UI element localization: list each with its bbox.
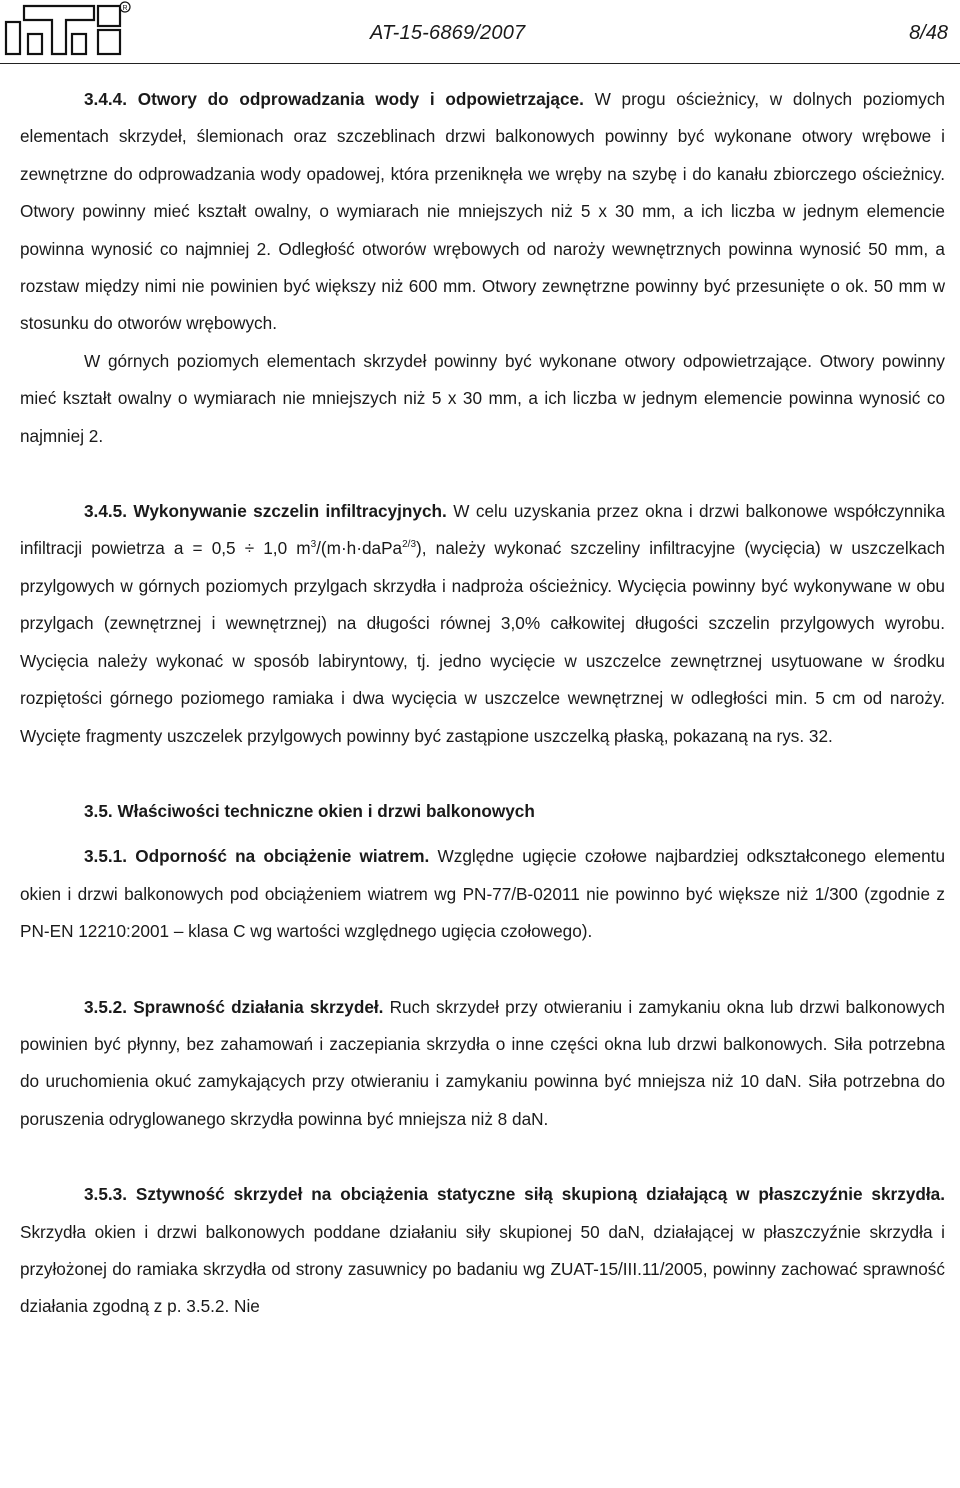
document-number: AT-15-6869/2007	[370, 22, 526, 44]
svg-text:R: R	[122, 5, 128, 12]
section-3-5-3-paragraph: 3.5.3. Sztywność skrzydeł na obciążenia statyczne siłą skupioną działającą w płaszczyźnie skrzydła. Skrzydła okien i drzwi balkonowych poddane działaniu siły skupionej 50 daN, działającej w płaszczyźnie skrzydła i przyłożonej do ramiaka skrzydła od strony zasuwnicy po badaniu wg ZUAT-15/III.11/2005, powinny zachować sprawność działania zgodną z p. 3.5.2. Nie	[20, 1184, 945, 1317]
section-3-4-4-text-1: W progu ościeżnicy, w dolnych poziomych elementach skrzydeł, ślemionach oraz szczeblinach drzwi balkonowych powinny być wykonane otwory wrębowe i zewnętrzne do odprowadzania wody opadowej, która przeniknęła we wręby na szybę i do kanału zbiorczego ościeżnicy. Otwory powinny mieć kształt owalny, o wymiarach nie mniejszych niż 5 x 30 mm, a ich liczba w jednym elemencie powinna wynosić co najmniej 2. Odległość otworów wrębowych od naroży wewnętrznych powinna wynosić 50 mm, a rozstaw między nimi nie powinien być większy niż 600 mm. Otwory zewnętrzne powinny być przesunięte o ok. 50 mm w stosunku do otworów wrębowych.	[20, 89, 945, 334]
section-3-5-3-title: 3.5.3. Sztywność skrzydeł na obciążenia statyczne siłą skupioną działającą w płaszczyźnie skrzydła.	[84, 1184, 945, 1205]
itb-logo	[2, 0, 132, 56]
section-3-5-2-paragraph: 3.5.2. Sprawność działania skrzydeł. Ruch skrzydeł przy otwieraniu i zamykaniu okna lub drzwi balkonowych powinien być płynny, bez zahamowań i zaczepiania skrzydła o inne części okna lub drzwi balkonowych. Siła potrzebna do uruchomienia okuć zamykających przy otwieraniu i zamykaniu powinna być mniejsza niż 10 daN. Siła potrzebna do poruszenia odryglowanego skrzydła powinna być mniejsza niż 8 daN.	[20, 996, 945, 1129]
section-3-4-4-paragraph-1	[20, 81, 945, 343]
header-divider	[0, 63, 960, 64]
section-3-5-1-title: 3.5.1. Odporność na obciążenie wiatrem.	[84, 846, 430, 867]
section-3-4-4-title: 3.4.4. Otwory do odprowadzania wody i odpowietrzające.	[84, 89, 584, 109]
section-3-5-heading: 3.5. Właściwości techniczne okien i drzwi balkonowych	[84, 800, 535, 821]
section-3-4-5-title: 3.4.5. Wykonywanie szczelin infiltracyjnych.	[84, 501, 447, 522]
document-body	[20, 81, 945, 1326]
section-3-5-1-paragraph: 3.5.1. Odporność na obciążenie wiatrem. Względne ugięcie czołowe najbardziej odkształconego elementu okien i drzwi balkonowych pod obciążeniem wiatrem wg PN-77/B-02011 nie powinno być większe niż 1/300 (zgodnie z PN-EN 12210:2001 – klasa C wg wartości względnego ugięcia czołowego).	[20, 846, 945, 942]
page-number: 8/48	[909, 22, 948, 44]
page-header	[0, 0, 960, 64]
section-3-4-5-paragraph: 3.4.5. Wykonywanie szczelin infiltracyjnych. W celu uzyskania przez okna i drzwi balkonowe współczynnika infiltracji powietrza a = 0,5 ÷ 1,0 $m^3/(m\cdot h\cdot daPa^{2/3})$, należy wykonać szczeliny infiltracyjne (wycięcia) w uszczelkach przylgowych w górnych poziomych przylgach skrzydła i nadproża ościeżnicy. Wycięcia powinny być wykonywane w obu przylgach (zewnętrznej i wewnętrznej) na długości równej 3,0% całkowitej długości szczelin przylgowych wyrobu. Wycięcia należy wykonać w sposób labiryntowy, tj. jedno wycięcie w uszczelce zewnętrznej usytuowane w środku rozpiętości górnego poziomego ramiaka i dwa wycięcia w uszczelce wewnętrznej w odległości min. 5 cm od naroży. Wycięte fragmenty uszczelek przylgowych powinny być zastąpione uszczelką płaską, pokazaną na rys. 32.	[20, 501, 945, 746]
section-3-5-2-title: 3.5.2. Sprawność działania skrzydeł.	[84, 996, 384, 1017]
section-3-4-4-paragraph-2: W górnych poziomych elementach skrzydeł powinny być wykonane otwory odpowietrzające. Otwory powinny mieć kształt owalny o wymiarach nie mniejszych niż 5 x 30 mm, a ich liczba w jednym elemencie powinna wynosić co najmniej 2.	[20, 350, 945, 446]
